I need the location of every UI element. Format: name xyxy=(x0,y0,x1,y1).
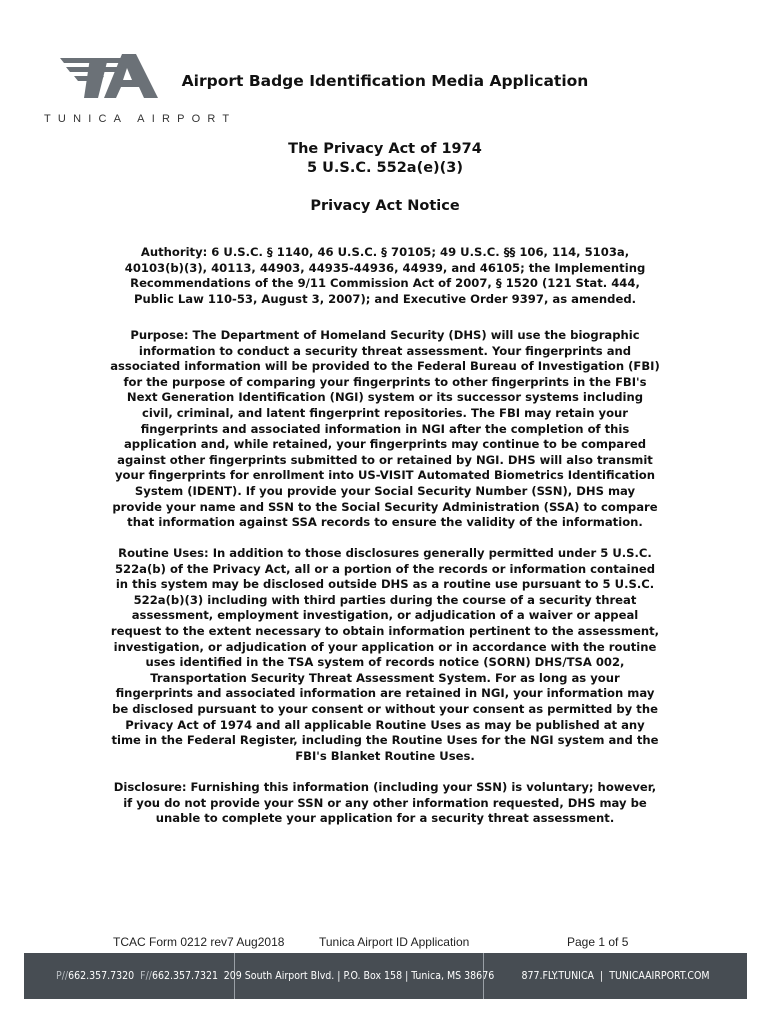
mailing-address: 209 South Airport Blvd. | P.O. Box 158 | Tunica, MS 38676 xyxy=(223,970,495,982)
tunica-airport-logo xyxy=(44,54,237,126)
authority-paragraph: Authority: 6 U.S.C. § 1140, 46 U.S.C. § 70105; 49 U.S.C. §§ 106, 114, 5103a, 40103(b)(3), 40113, 44903, 44935-44936, 44939, and 46105; the Implementing Recommendations of the 9/11 Commission Act of 2007, § 1520 (121 Stat. 444, Public Law 110-53, August 3, 2007); and Executive Order 9397, as amended. xyxy=(124,245,646,306)
disclosure-paragraph: Disclosure: Furnishing this information (including your SSN) is voluntary; however, if you do not provide your SSN or any other information requested, DHS may be unable to complete your application for a security threat assessment. xyxy=(113,780,657,826)
form-id: TCAC Form 0212 rev7 Aug2018 xyxy=(113,935,285,949)
address-segment xyxy=(223,953,495,999)
phone-prefix: P// xyxy=(56,970,69,982)
act-title: The Privacy Act of 1974 xyxy=(288,141,482,157)
act-citation: 5 U.S.C. 552a(e)(3) xyxy=(306,160,464,176)
website-link[interactable]: TUNICAAIRPORT.COM xyxy=(609,970,710,982)
page-title: Airport Badge Identification Media Application xyxy=(181,72,589,90)
vanity-phone: 877.FLY.TUNICA xyxy=(521,970,595,982)
phone-fax-segment xyxy=(24,953,234,999)
fax-prefix: F// xyxy=(140,970,152,982)
application-name: Tunica Airport ID Application xyxy=(319,935,470,949)
contact-bar xyxy=(24,953,747,999)
purpose-paragraph: Purpose: The Department of Homeland Security (DHS) will use the biographic information to conduct a security threat assessment. Your fingerprints and associated information will be provided to the Federal Bureau of Investigation (FBI) for the purpose of comparing your fingerprints to other fingerprints in the FBI's Next Generation Identification (NGI) system or its successor systems including civil, criminal, and latent fingerprint repositories. The FBI may retain your fingerprints and associated information in NGI after the completion of this application and, while retained, your fingerprints may continue to be compared against other fingerprints submitted to or retained by NGI. DHS will also transmit your fingerprints for enrollment into US-VISIT Automated Biometrics Identification System (IDENT). If you provide your Social Security Number (SSN), DHS may provide your name and SSN to the Social Security Administration (SSA) to compare that information against SSA records to ensure the validity of the information. xyxy=(110,328,660,530)
web-segment: 877.FLY.TUNICA | TUNICAAIRPORT.COM xyxy=(521,970,710,982)
page-number: Page 1 of 5 xyxy=(567,935,629,949)
routine-uses-paragraph: Routine Uses: In addition to those disclosures generally permitted under 5 U.S.C. 522a(b) of the Privacy Act, all or a portion of the records or information contained in this system may be disclosed outside DHS as a routine use pursuant to 5 U.S.C. 522a(b)(3) including with third parties during the course of a security threat assessment, employment investigation, or adjudication of a waiver or appeal request to the extent necessary to obtain information pertinent to the assessment, investigation, or adjudication of your application or in accordance with the routine uses identified in the TSA system of records notice (SORN) DHS/TSA 002, Transportation Security Threat Assessment System. For as long as your fingerprints and associated information are retained in NGI, your information may be disclosed pursuant to your consent or without your consent as permitted by the Privacy Act of 1974 and all applicable Routine Uses as may be published at any time in the Federal Register, including the Routine Uses for the NGI system and the FBI's Blanket Routine Uses. xyxy=(110,546,660,763)
phone-number: 662.357.7320 xyxy=(68,970,135,982)
fax-number: 662.357.7321 xyxy=(151,970,219,982)
notice-title: Privacy Act Notice xyxy=(310,198,460,214)
logo-wordmark: TUNICA AIRPORT xyxy=(44,113,237,125)
